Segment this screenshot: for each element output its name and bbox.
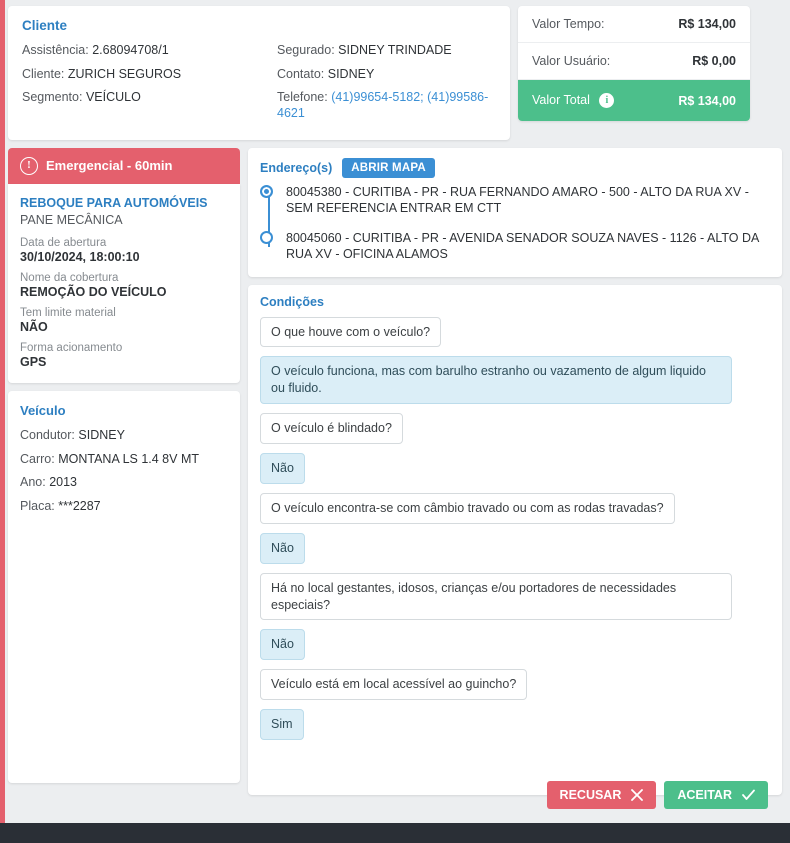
value-usuario-label: Valor Usuário: (532, 54, 611, 68)
urgency-indicator-bar (0, 0, 5, 823)
conditions-item (260, 493, 770, 533)
refuse-button-label: RECUSAR (559, 788, 622, 802)
value-total-label-wrap (532, 93, 614, 108)
value-total-amount: R$ 134,00 (678, 93, 736, 108)
accept-button[interactable] (664, 781, 768, 809)
conditions-item (260, 317, 770, 357)
condition-question: Há no local gestantes, idosos, crianças e/ou portadores de necessidades especiais? (260, 573, 732, 621)
client-fields-left (22, 43, 277, 130)
value-tempo-label: Valor Tempo: (532, 17, 605, 31)
label-forma-acionamento: Forma acionamento (20, 342, 123, 355)
top-row (0, 0, 790, 140)
condition-answer: Não (260, 453, 305, 484)
origin-dot-icon (260, 185, 273, 198)
field-condutor-label: Condutor: (20, 428, 75, 443)
destination-dot-icon (260, 231, 273, 244)
bottom-status-bar (0, 823, 790, 843)
value-forma-acionamento: GPS (20, 355, 47, 370)
address-destination-text: 80045060 - CURITIBA - PR - AVENIDA SENADOR SOUZA NAVES - 1126 - ALTO DA RUA XV - OFICINA ALAMOS (286, 231, 759, 262)
field-condutor (20, 428, 228, 444)
field-cliente (22, 67, 277, 83)
field-ano-label: Ano: (20, 475, 46, 490)
condition-question: O veículo encontra-se com câmbio travado ou com as rodas travadas? (260, 493, 675, 524)
field-assistencia-label: Assistência: (22, 43, 89, 57)
phone-link[interactable]: (41)99654-5182; (41)99586-4621 (277, 90, 489, 120)
field-placa-value: ***2287 (58, 499, 101, 513)
conditions-item (260, 533, 770, 573)
value-usuario-amount: R$ 0,00 (692, 54, 736, 68)
addresses-list (260, 184, 770, 263)
field-segurado-value: SIDNEY TRINDADE (338, 43, 452, 57)
label-limite-material: Tem limite material (20, 307, 116, 320)
field-telefone (277, 90, 496, 121)
emergency-banner-text: Emergencial - 60min (46, 158, 173, 173)
label-data-abertura: Data de abertura (20, 237, 107, 250)
conditions-item (260, 453, 770, 493)
conditions-card (248, 285, 782, 795)
body-row (0, 140, 790, 795)
accept-button-label: ACEITAR (677, 788, 732, 802)
value-row-tempo (518, 6, 750, 43)
left-column (8, 148, 240, 784)
assistance-details-card (8, 184, 240, 384)
address-origin-text: 80045380 - CURITIBA - PR - RUA FERNANDO AMARO - 500 - ALTO DA RUA XV - SEM REFERENCIA ENTRAR EM CTT (286, 184, 749, 215)
condition-question: O que houve com o veículo? (260, 317, 441, 348)
field-assistencia (22, 43, 277, 59)
value-nome-cobertura: REMOÇÃO DO VEÍCULO (20, 285, 167, 300)
condition-answer: Não (260, 629, 305, 660)
check-icon (742, 789, 755, 801)
field-telefone-label: Telefone: (277, 90, 328, 105)
field-cliente-value: ZURICH SEGUROS (67, 66, 182, 81)
conditions-item (260, 629, 770, 669)
action-footer (240, 781, 782, 809)
value-limite-material: NÃO (20, 320, 48, 335)
field-contato-label: Contato: (277, 66, 325, 81)
values-card (518, 6, 750, 121)
conditions-item (260, 573, 770, 630)
value-total-label: Valor Total (532, 93, 590, 107)
field-ano (20, 475, 228, 491)
condition-answer: Não (260, 533, 305, 564)
field-cliente-label: Cliente: (22, 66, 65, 81)
service-title: REBOQUE PARA AUTOMÓVEIS (20, 195, 208, 210)
field-segurado (277, 43, 496, 59)
right-column (248, 148, 782, 795)
field-segurado-label: Segurado: (277, 43, 335, 57)
field-carro (20, 452, 228, 468)
value-data-abertura: 30/10/2024, 18:00:10 (20, 250, 140, 265)
close-icon (631, 789, 643, 801)
field-segmento-value: VEÍCULO (85, 90, 141, 105)
addresses-title: Endereço(s) (260, 160, 333, 175)
info-icon[interactable]: i (599, 93, 614, 108)
value-tempo-amount: R$ 134,00 (678, 17, 736, 31)
field-ano-value: 2013 (49, 475, 78, 490)
conditions-item (260, 669, 770, 709)
conditions-item (260, 709, 770, 749)
condition-answer: Sim (260, 709, 304, 740)
label-nome-cobertura: Nome da cobertura (20, 272, 119, 285)
addresses-card (248, 148, 782, 277)
vehicle-card-title: Veículo (20, 403, 66, 419)
field-segmento-label: Segmento: (22, 90, 83, 105)
value-row-total (518, 80, 750, 121)
condition-question: O veículo é blindado? (260, 413, 403, 444)
conditions-title: Condições (260, 294, 324, 309)
client-card (8, 6, 510, 140)
conditions-item (260, 413, 770, 453)
client-card-title: Cliente (22, 18, 68, 33)
value-row-usuario (518, 43, 750, 80)
field-placa (20, 499, 228, 515)
emergency-banner (8, 148, 240, 184)
conditions-item (260, 356, 770, 404)
open-map-button[interactable]: ABRIR MAPA (342, 158, 435, 178)
addresses-header (260, 158, 770, 178)
refuse-button[interactable] (547, 781, 657, 809)
client-fields-right (277, 43, 496, 130)
field-placa-label: Placa: (20, 499, 55, 513)
condition-answer: O veículo funciona, mas com barulho estranho ou vazamento de algum liquido ou fluido. (260, 356, 732, 404)
field-condutor-value: SIDNEY (78, 428, 125, 443)
field-contato-value: SIDNEY (327, 66, 375, 81)
alert-circle-icon: ! (20, 157, 38, 175)
field-carro-value: MONTANA LS 1.4 8V MT (58, 451, 199, 466)
address-item-destination (286, 230, 770, 263)
field-assistencia-value: 2.68094708/1 (92, 43, 169, 57)
vehicle-card (8, 391, 240, 783)
field-segmento (22, 90, 277, 106)
field-carro-label: Carro: (20, 451, 55, 466)
field-contato (277, 67, 496, 83)
address-item-origin (286, 184, 770, 217)
service-subtitle: PANE MECÂNICA (20, 213, 123, 228)
condition-question: Veículo está em local acessível ao guincho? (260, 669, 527, 700)
